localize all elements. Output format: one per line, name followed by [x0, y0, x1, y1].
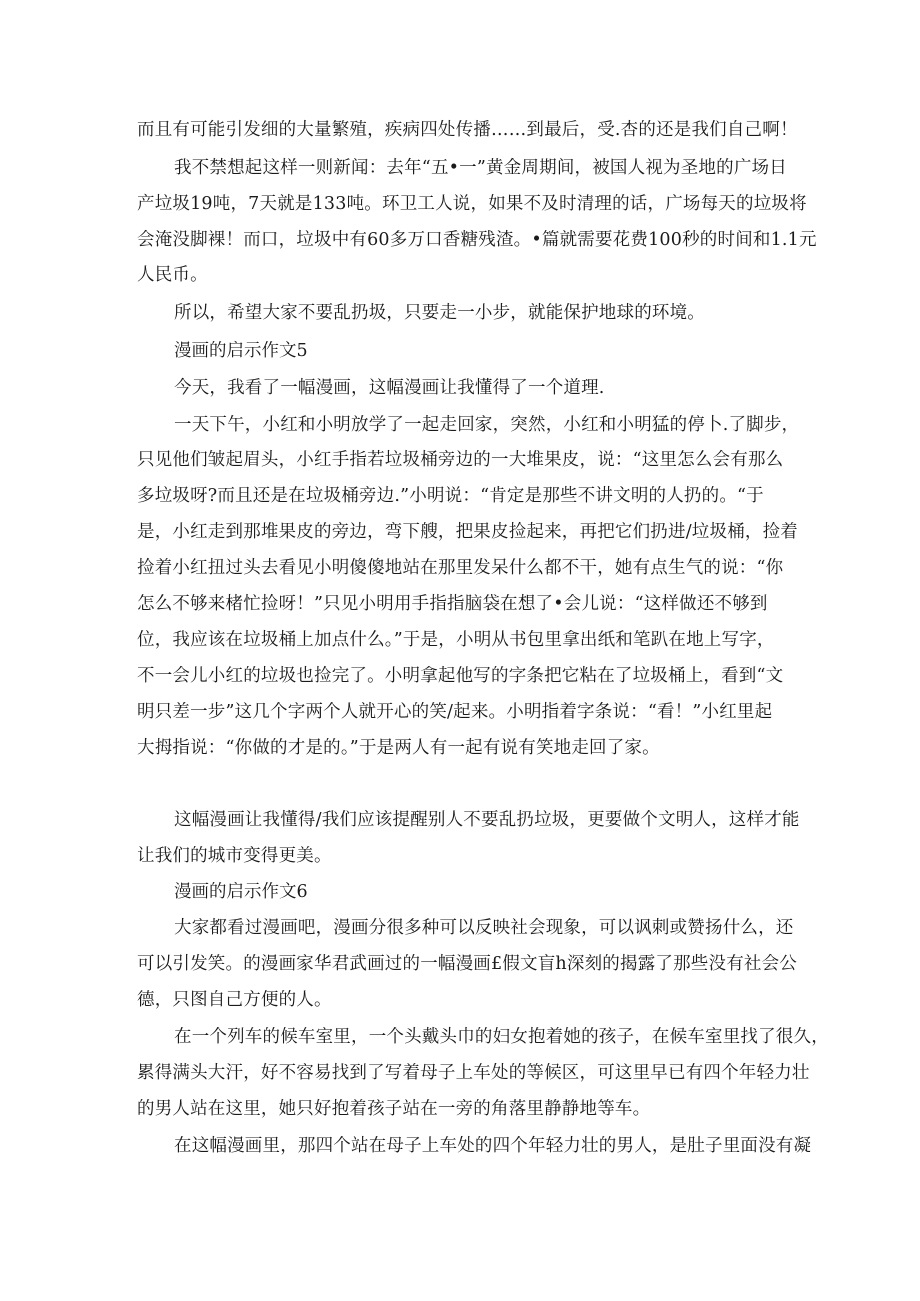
text-line: 所以，希望大家不要乱扔圾，只要走一小步，就能保护地球的环境。	[174, 303, 705, 323]
text-line: 只见他们皱起眉头，小红手指若垃圾桶旁边的一大堆果皮，说：“这里怎么会有那么	[137, 450, 784, 470]
text-line: 产垃圾19吨，7天就是133吨。环卫工人说，如果不及时清理的话，广场每天的垃圾将	[137, 194, 807, 214]
text-line: 大拇指说：“你做的才是的。”于是两人有一起有说有笑地走回了家。	[137, 738, 660, 758]
text-line: 位，我应该在垃圾桶上加点什么。”于是，小明从书包里拿出纸和笔趴在地上写字，	[137, 630, 775, 650]
text-line: 是，小红走到那堆果皮的旁边，弯下艘，把果皮捡起来，再把它们扔进/垃圾桶，捡着	[137, 522, 798, 542]
text-line: 的男人站在这里，她只好抱着孩子站在一旁的角落里静静地等车。	[137, 1099, 651, 1119]
text-line: 可以引发笑。的漫画家华君武画过的一幅漫画£假文盲h深刻的揭露了那些没有社会公	[137, 954, 798, 974]
text-line: 今天，我看了一幅漫画，这幅漫画让我懂得了一个道理.	[174, 378, 605, 398]
text-line: 捡着小红扭过头去看见小明傻傻地站在那里发呆什么都不干，她有点生气的说：“你	[137, 558, 784, 578]
text-line: 人民币。	[137, 265, 208, 285]
text-line: 这幅漫画让我懂得/我们应该提醒别人不要乱扔垃圾，更要做个文明人，这样才能	[174, 810, 800, 830]
section-heading: 漫画的启示作文5	[174, 341, 308, 361]
text-line: 在这幅漫画里，那四个站在母子上车处的四个年轻力壮的男人，是肚子里面没有凝	[174, 1136, 812, 1156]
text-line: 让我们的城市变得更美。	[137, 846, 332, 866]
text-line: 累得满头大汗，好不容易找到了写着母子上车处的等候区，可这里早已有四个年轻力壮	[137, 1063, 810, 1083]
text-line: 德，只图自己方便的人。	[137, 990, 332, 1010]
text-line: 会淹没脚裸！而口，垃圾中有60多万口香糖残渣。•篇就需要花费100秒的时间和1.1元	[137, 230, 817, 250]
text-line: 怎么不够来楮忙捡呀！”只见小明用手指指脑袋在想了•会儿说：“这样做还不够到	[137, 594, 768, 614]
text-line: 在一个列车的候车室里，一个头戴头巾的妇女抱着她的孩子，在候车室里找了很久，	[174, 1027, 829, 1047]
text-line: 我不禁想起这样一则新闻：去年“五•一”黄金周期间，被国人视为圣地的广场日	[174, 158, 787, 178]
text-line: 多垃圾呀?而且还是在垃圾桶旁边.”小明说：“肯定是那些不讲文明的人扔的。“于	[137, 486, 764, 506]
text-line: 而且有可能引发细的大量繁殖，疾病四处传播……到最后，受.杏的还是我们自己啊！	[137, 120, 798, 140]
text-line: 一天下午，小红和小明放学了一起走回家，突然，小红和小明猛的停卜.了脚步，	[174, 415, 800, 435]
text-line: 大家都看过漫画吧，漫画分很多种可以反映社会现象，可以讽刺或赞扬什么，还	[174, 918, 794, 938]
text-line: 不一会儿小红的垃圾也捡完了。小明拿起他写的字条把它粘在了垃圾桶上，看到“文	[137, 666, 784, 686]
section-heading: 漫画的启示作文6	[174, 882, 308, 902]
text-line: 明只差一步”这几个字两个人就开心的笑/起来。小明指着字条说：“看！”小红里起	[137, 702, 773, 722]
